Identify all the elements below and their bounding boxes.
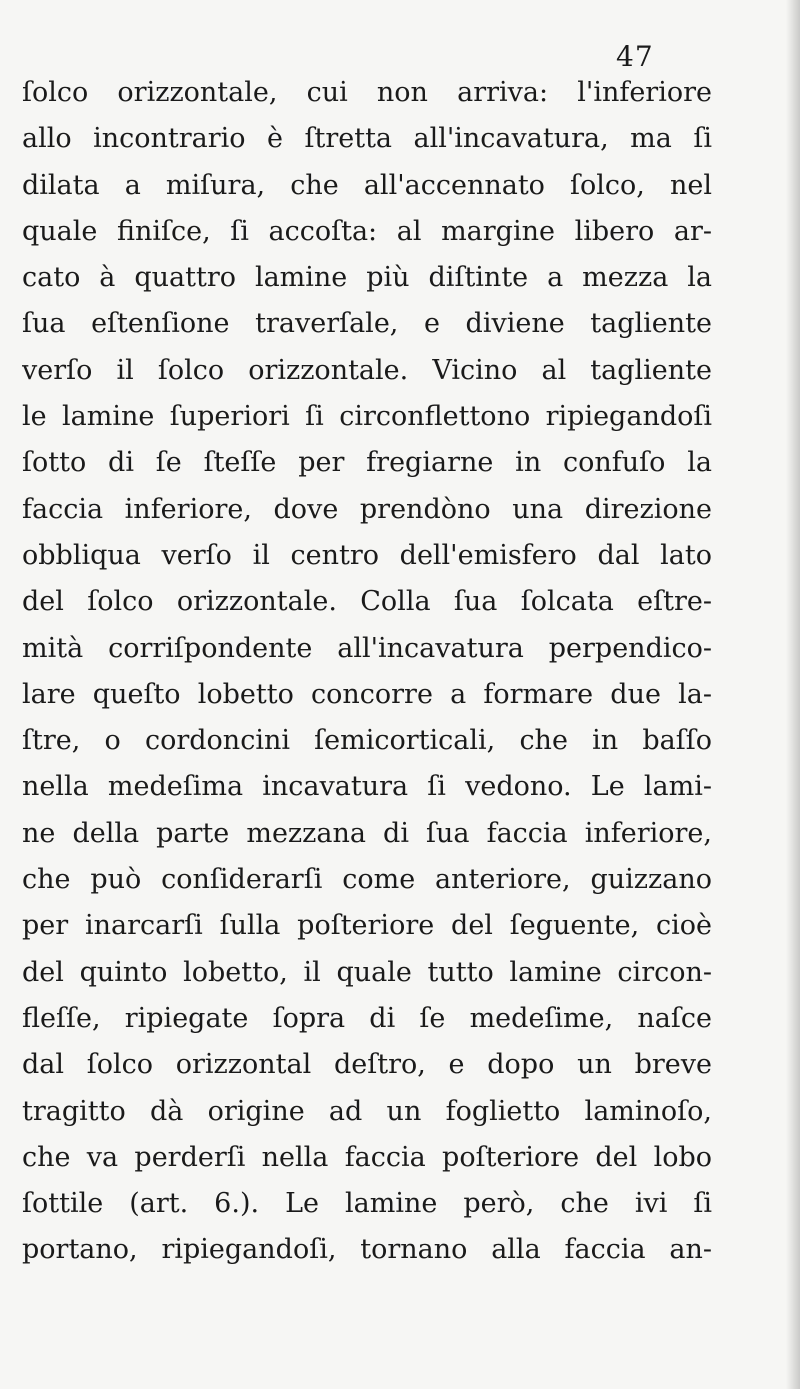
text-line: lare queſto lobetto concorre a formare due la- (22, 678, 712, 710)
text-line: quale finiſce, ſi accoſta: al margine libero ar- (22, 215, 712, 247)
text-line: che va perderſi nella faccia poſteriore del lobo (22, 1141, 712, 1173)
text-line: dal ſolco orizzontal deſtro, e dopo un breve (22, 1049, 712, 1081)
text-line: faccia inferiore, dove prendòno una direzione (22, 493, 712, 525)
page-number: 47 (616, 40, 654, 73)
text-line: portano, ripiegandoſi, tornano alla faccia an- (22, 1234, 712, 1266)
text-line: ne della parte mezzana di ſua faccia inferiore, (22, 817, 712, 849)
text-line: ſtre, o cordoncini ſemicorticali, che in baſſo (22, 725, 712, 757)
text-line: che può conſiderarſi come anteriore, guizzano (22, 864, 712, 896)
text-line: del ſolco orizzontale. Colla ſua ſolcata eſtre- (22, 586, 712, 618)
text-line: dilata a miſura, che all'accennato ſolco, nel (22, 169, 712, 201)
body-text (22, 70, 712, 1274)
text-line: cato à quattro lamine più diſtinte a mezza la (22, 262, 712, 294)
text-line: mità corriſpondente all'incavatura perpendico- (22, 632, 712, 664)
page-edge-shadow (786, 0, 800, 1389)
text-line: nella medeſima incavatura ſi vedono. Le lami- (22, 771, 712, 803)
text-line: fleſſe, ripiegate ſopra di ſe medeſime, naſce (22, 1002, 712, 1034)
text-line: per inarcarſi ſulla poſteriore del ſeguente, cioè (22, 910, 712, 942)
text-line: verſo il ſolco orizzontale. Vicino al tagliente (22, 354, 712, 386)
text-line: ſolco orizzontale, cui non arriva: l'inferiore (22, 77, 712, 108)
text-line: allo incontrario è ſtretta all'incavatura, ma ſi (22, 123, 712, 155)
text-line: obbliqua verſo il centro dell'emisfero dal lato (22, 539, 712, 571)
text-line: tragitto dà origine ad un foglietto laminoſo, (22, 1095, 712, 1127)
text-line: le lamine ſuperiori ſi circonflettono ripiegandoſi (22, 401, 712, 433)
text-line: ſua eſtenſione traverſale, e diviene tagliente (22, 308, 712, 340)
text-line: ſotto di ſe ſteſſe per fregiarne in confuſo la (22, 447, 712, 479)
text-line: del quinto lobetto, il quale tutto lamine circon- (22, 956, 712, 988)
text-line: ſottile (art. 6.). Le lamine però, che ivi ſi (22, 1188, 712, 1220)
